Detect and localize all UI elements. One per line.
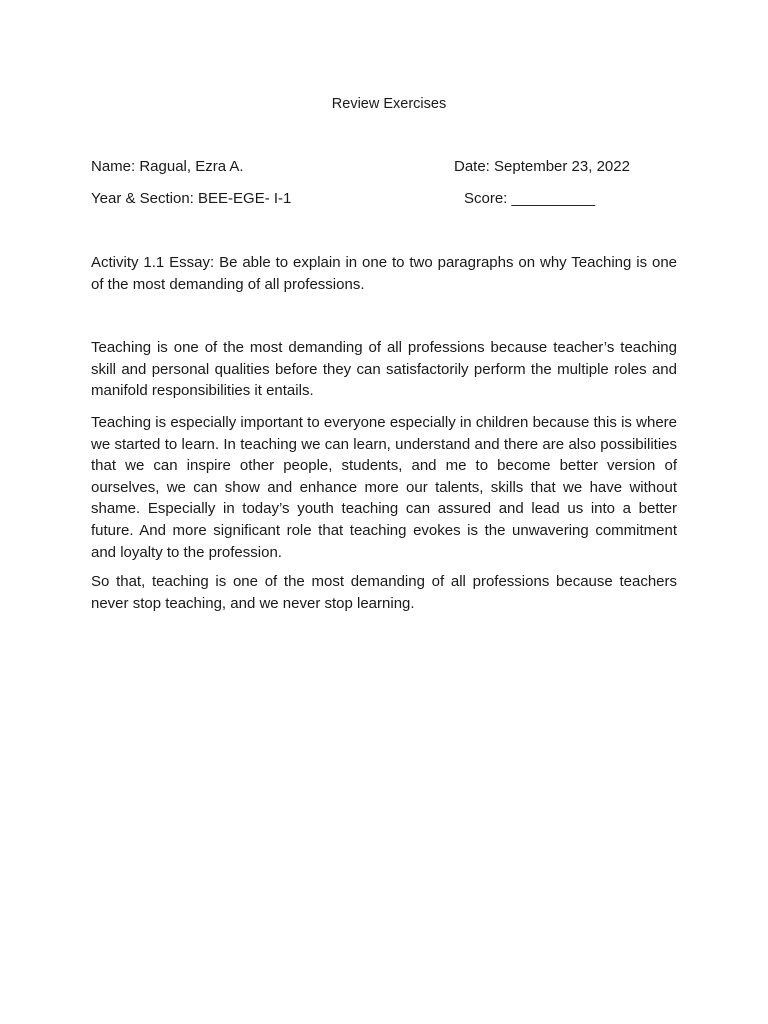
essay-paragraph-1: Teaching is one of the most demanding of all professions because teacher’s teaching skill and personal qualities before they can satisfactorily perform the multiple roles and manifold responsibilities it entails. [91, 339, 677, 400]
student-name: Name: Ragual, Ezra A. [91, 158, 244, 175]
essay-paragraph-3: So that, teaching is one of the most demanding of all professions because teachers never stop teaching, and we never stop learning. [91, 573, 677, 612]
year-section: Year & Section: BEE-EGE- I-1 [91, 190, 292, 207]
activity-prompt: Activity 1.1 Essay: Be able to explain in one to two paragraphs on why Teaching is one of the most demanding of all professions. [91, 254, 677, 293]
submission-date: Date: September 23, 2022 [454, 158, 630, 175]
page-title: Review Exercises [331, 96, 447, 112]
score-field: Score: __________ [464, 190, 595, 207]
essay-paragraph-2: Teaching is especially important to everyone especially in children because this is where we started to learn. In teaching we can learn, understand and there are also possibilities that we can inspire other people, students, and me to become better version of ourselves, we can show and enhance more our talents, skills that we have without shame. Especially in today’s youth teaching can assured and lead us into a better future. And more significant role that teaching evokes is the unwavering commitment and loyalty to the profession. [91, 414, 677, 561]
